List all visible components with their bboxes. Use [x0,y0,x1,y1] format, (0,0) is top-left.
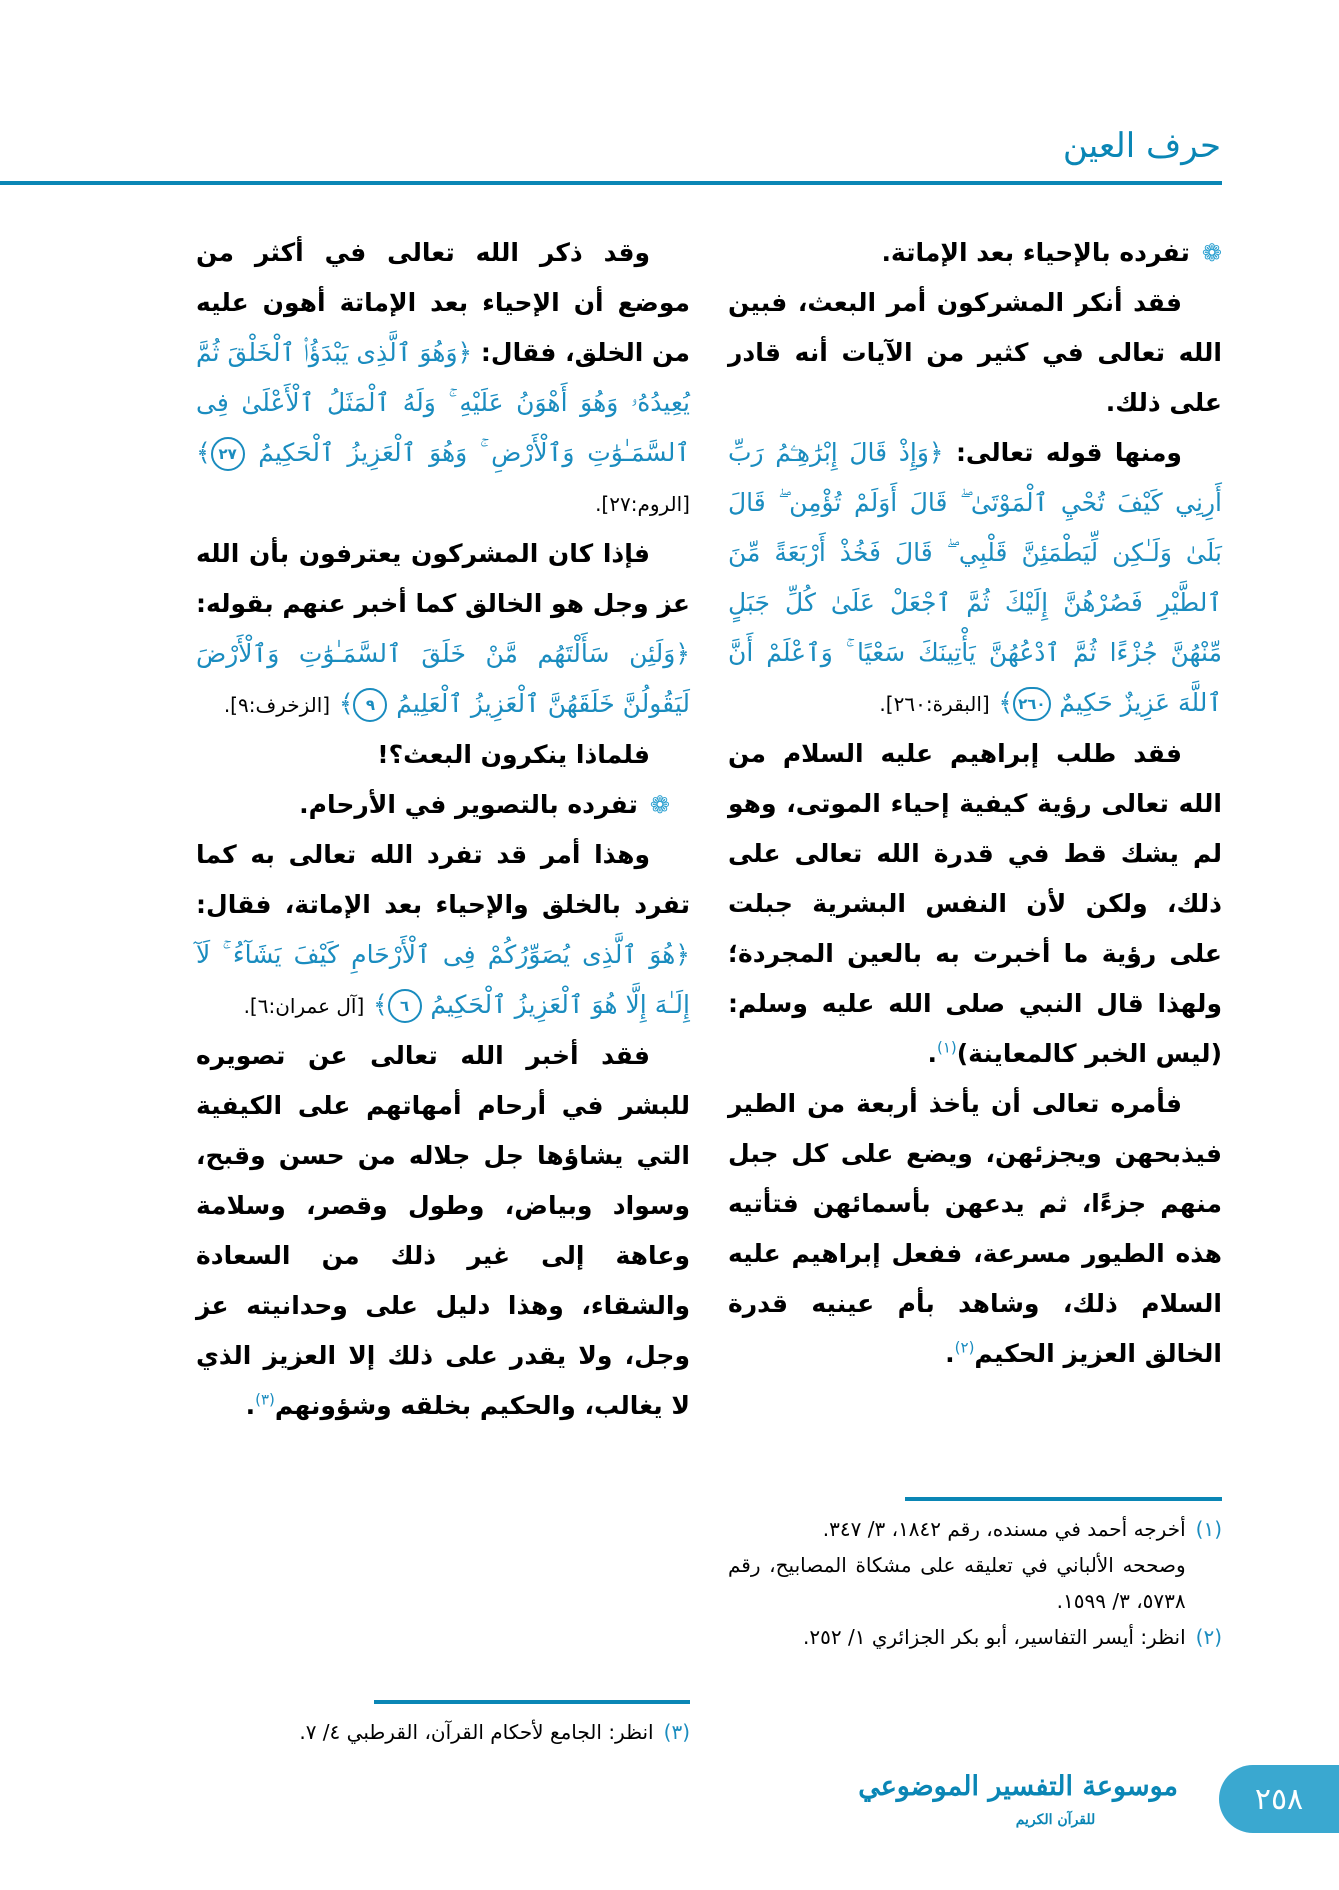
right-column [728,228,1222,1379]
flower-ornament-icon: ❁ [649,791,670,819]
footnote-ref-1[interactable]: (١) [936,1038,957,1057]
ayah-number-marker: ٦ [388,989,422,1023]
verse-reference: [الروم:٢٧]. [595,492,690,516]
paragraph-text: وهذا أمر قد تفرد الله تعالى به كما تفرد بالخلق والإحياء بعد الإماتة، فقال: [196,840,690,919]
ayah-number-marker: ٢٦٠ [1013,687,1050,721]
footnote-item [196,1714,690,1750]
footnote-ref-3[interactable]: (٣) [255,1390,275,1409]
footnote-number: (٢) [1195,1625,1222,1649]
left-column [196,228,690,1431]
logo-line-2: للقرآن الكريم [1015,1812,1096,1828]
flower-ornament-icon: ❁ [1201,239,1222,267]
footnote-text: انظر: أيسر التفاسير، أبو بكر الجزائري ١/ ٢٥٢. [803,1625,1186,1649]
paragraph-text: فإذا كان المشركون يعترفون بأن الله عز وجل هو الخالق كما أخبر عنهم بقوله: [196,539,690,618]
quran-bracket-close: ﴾ [998,688,1014,717]
ayah-number-marker: ٢٧ [211,437,245,471]
logo-line-1: موسوعة التفسير الموضوعي [858,1771,1178,1802]
verse-reference: [البقرة:٢٦٠]. [879,692,990,716]
footnote-ref-2[interactable]: (٢) [954,1338,975,1357]
footnote-rule [374,1700,690,1704]
paragraph-with-verse [196,228,690,529]
paragraph-text: فقد أخبر الله تعالى عن تصويره للبشر في أرحام أمهاتهم على الكيفية التي يشاؤها جل جلاله من حسن وقبح، وسواد وبياض، وطول وقصر، وسلامة وعاهة إلى غير ذلك من السعادة والشقاء، وهذا دليل على وحدانيته عز وجل، ولا يقدر على ذلك إلا العزيز الذي لا يغالب، والحكيم بخلقه وشؤونهم [196,1041,690,1420]
paragraph: فلماذا ينكرون البعث؟! [377,740,650,769]
quran-bracket-close: ﴾ [372,990,388,1019]
verse-reference: [آل عمران:٦]. [243,994,365,1018]
quran-verse: وَلَئِن سَأَلْتَهُم مَّنْ خَلَقَ ٱلسَّمَـٰوَٰتِ وَٱلْأَرْضَ لَيَقُولُنَّ خَلَقَهُنَّ ٱلْعَزِيزُ ٱلْعَلِيمُ [196,639,690,718]
footnote-text: وصححه الألباني في تعليقه على مشكاة المصابيح، رقم ٥٧٣٨، ٣/ ١٥٩٩. [728,1553,1186,1613]
verse-intro: ومنها قوله تعالى: [955,438,1182,467]
footnote-rule [905,1497,1222,1501]
page-number: ٢٥٨ [1254,1781,1304,1817]
header-rule [0,181,1222,185]
period: . [245,1391,256,1420]
quran-bracket-open: ﴿ [457,338,473,367]
footnote-number: (١) [1195,1517,1222,1541]
paragraph-text: فقد طلب إبراهيم عليه السلام من الله تعالى رؤية كيفية إحياء الموتى، وهو لم يشك قط في قدرة الله تعالى على ذلك، ولكن لأن النفس البشرية جبلت على رؤية ما أخبرت به بالعين المجردة؛ ولهذا قال النبي صلى الله عليه وسلم: (ليس الخبر كالمعاينة) [728,739,1222,1068]
quran-verse: وَهُوَ ٱلَّذِى يَبْدَؤُا۟ ٱلْخَلْقَ ثُمَّ يُعِيدُهُۥ وَهُوَ أَهْوَنُ عَلَيْهِ ۚ وَلَهُ ٱلْمَثَلُ ٱلْأَعْلَىٰ فِى ٱلسَّمَـٰوَٰتِ وَٱلْأَرْضِ ۚ وَهُوَ ٱلْعَزِيزُ ٱلْحَكِيمُ [196,338,690,467]
footnote-text: أخرجه أحمد في مسنده، رقم ١٨٤٢، ٣/ ٣٤٧. [822,1517,1186,1541]
paragraph [728,729,1222,1079]
page-number-tab [1219,1765,1339,1833]
quran-bracket-open: ﴿ [675,639,690,668]
quran-verse: هُوَ ٱلَّذِى يُصَوِّرُكُمْ فِى ٱلْأَرْحَامِ كَيْفَ يَشَآءُ ۚ لَآ إِلَـٰهَ إِلَّا هُوَ ٱلْعَزِيزُ ٱلْحَكِيمُ [196,940,690,1019]
chapter-title: حرف العين [1062,126,1221,166]
ayah-number-marker: ٩ [353,688,387,722]
quran-verse: وَإِذْ قَالَ إِبْرَٰهِـۧمُ رَبِّ أَرِنِي كَيْفَ تُحْيِ ٱلْمَوْتَىٰ ۖ قَالَ أَوَلَمْ تُؤْمِن ۖ قَالَ بَلَىٰ وَلَـٰكِن لِّيَطْمَئِنَّ قَلْبِي ۖ قَالَ فَخُذْ أَرْبَعَةً مِّنَ ٱلطَّيْرِ فَصُرْهُنَّ إِلَيْكَ ثُمَّ ٱجْعَلْ عَلَىٰ كُلِّ جَبَلٍ مِّنْهُنَّ جُزْءًا ثُمَّ ٱدْعُهُنَّ يَأْتِينَكَ سَعْيًا ۚ وَٱعْلَمْ أَنَّ ٱللَّهَ عَزِيزٌ حَكِيمٌ [728,438,1222,717]
paragraph [728,1079,1222,1379]
heading-text: تفرده بالتصوير في الأرحام. [299,790,638,819]
period: . [927,1039,937,1068]
paragraph-with-verse [196,830,690,1031]
period: . [945,1339,955,1368]
footnote-item [728,1619,1222,1655]
quran-bracket-open: ﴿ [928,438,944,467]
quran-bracket-open: ﴿ [675,940,690,969]
footnote-item [728,1511,1222,1619]
paragraph-with-verse [196,529,690,730]
footnote-number: (٣) [663,1720,690,1744]
footnotes-right [728,1511,1222,1655]
quran-bracket-close: ﴾ [196,438,211,467]
paragraph-with-verse [728,428,1222,729]
heading-text: تفرده بالإحياء بعد الإماتة. [881,238,1190,267]
section-heading [196,780,690,830]
footnotes-left [196,1714,690,1750]
paragraph [196,1031,690,1431]
paragraph-text: وقد ذكر الله تعالى في أكثر من موضع أن الإحياء بعد الإماتة أهون عليه من الخلق، فقال: [196,238,690,367]
verse-reference: [الزخرف:٩]. [223,693,331,717]
paragraph-text: فأمره تعالى أن يأخذ أربعة من الطير فيذبحهن ويجزئهن، ويضع على كل جبل منهم جزءًا، ثم يدعهن بأسمائهن فتأتيه هذه الطيور مسرعة، ففعل إبراهيم عليه السلام ذلك، وشاهد بأم عينيه قدرة الخالق العزيز الحكيم [728,1089,1222,1368]
section-heading [728,228,1222,278]
encyclopedia-logo [858,1765,1178,1843]
paragraph: فقد أنكر المشركون أمر البعث، فبين الله تعالى في كثير من الآيات أنه قادر على ذلك. [728,288,1222,417]
quran-bracket-close: ﴾ [338,689,354,718]
footnote-text: انظر: الجامع لأحكام القرآن، القرطبي ٤/ ٧. [299,1720,654,1744]
